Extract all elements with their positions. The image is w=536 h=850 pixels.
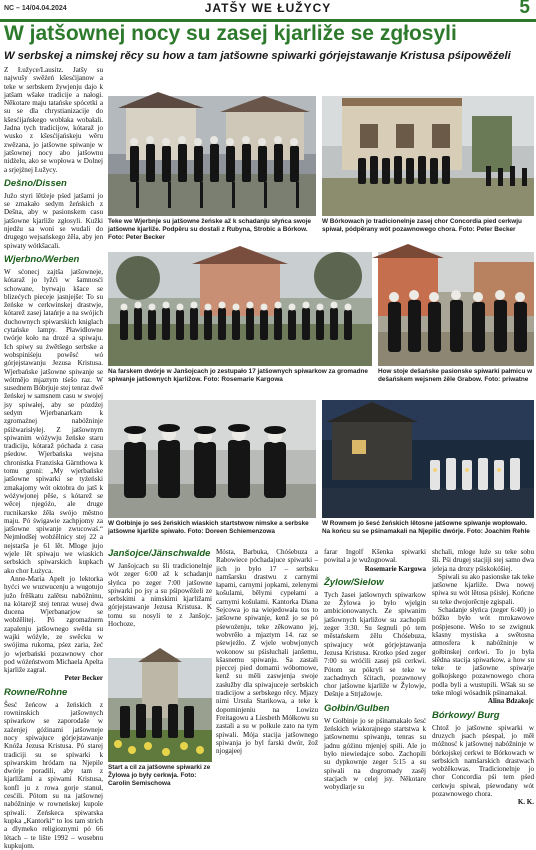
- photo-borkowy-image: [322, 96, 534, 216]
- caption-golbin: [108, 520, 316, 544]
- heading-zylow: Žylow/Sielow: [324, 576, 384, 588]
- caption-zylow-text: Start a cil za jatšowne spiwarki ze Žylowa jo były cerkwja.: [108, 764, 211, 779]
- caption-borkowy: [322, 218, 534, 242]
- credit-rowno: Foto: Joachim Rehle: [466, 527, 530, 535]
- issue-label: NC – 14/04.04.2024: [4, 5, 67, 12]
- credit-jansojce: Foto: Rosemarie Kargowa: [203, 375, 283, 383]
- photo-borkowy: [322, 96, 534, 216]
- column-5-paragraph-3: Schadanje słyńca (zeger 6:40) jo bóžko było wót mrokawowe pośpjesone. Wešo to se zwignuk kšasny mystiska a swětosna atmosfera k nabóžninje w gołbinskej cerkwi. To jo była słědna stacija spiwarkow, a how su teke te jatšowne spiwarje gołkojskego pozawnowego chora podla byli a wustupili. Wšak su se teke mlogi wósadnik pśinamakał.: [432, 606, 534, 698]
- heading-jansojce: Janšojce/Jänschwalde: [108, 548, 211, 559]
- photo-zylow-image: [108, 658, 212, 762]
- anne-paragraph: Anne-Maria Apelt jo lektorka hyćci we wuzwucenju a wugotujo južo frěškatu zalětsu nabóžninu, na kótarejž stej tenraz wusej dwa ducena Wjerbanarjow se wobźělitej. Pó zgromaźnem zapalenju jatšownego swětła su wajki wóźyle, ze swěcku w swójima rukoma, pśez zaria, žeć jo wjerbański pozawnowy chor pod wóźeństwom Michaela Apelta kjarliže zagrał.: [4, 574, 103, 675]
- caption-grabow: [378, 368, 534, 392]
- photo-wjerbno: [108, 96, 316, 216]
- signature-becker: Peter Becker: [64, 674, 103, 683]
- credit-wjerbno: Foto: Peter Becker: [108, 233, 165, 241]
- borkowy-paragraph: Chtož jo jatšowne spiwarki w druzych jsach pśespał, jo měł móžnosć k jatšownej nabóžninje w bórkojskej cerkwi te Bórkowach w serbskich namšarskich drastwach wobźěkowas. Tradicionelnje jo chor Concordia pśi tem pśed cerkwju spiwał, pśewodany wót pozawnowego chora.: [432, 723, 534, 799]
- heading-borkowy: Bórkowy/ Burg: [432, 709, 500, 721]
- column-3-paragraph: Mósta, Barbuka, Chóśebuza a Rabowiece póchadajuce spiwarki – jich jo było 17 – serbsku namšarsku drastwu z carnymi łapami, carnymi jopkami, zelenymi košulami, bělymi cypełami a carnymi košulami. Kantorka Diana Sejcowa jo na wiejedowała tos to jatšowne spiwanje, kenž jo se pó pśewoźenju, teke zěkowano jej, wobvrěło a mjaztym 14. raz se pśewjeźło. Z wjele wobwjonych wokonow su pśisłuchali janšemu, kšasnemu spiwanju. Sa zastali pjeccej pied domami wóbomowe, kenž su měli zaswjenja swoje zasłužby dla spiwajuceje serbskich tradicijow a serbskego rěcy. Mjazy nimi Ursula Starikowa, a teke k dopominjeniu na Lowizu Freitagowu a Liesbeth Mółkowu su zastali a su w połkule zato na tym spiwali. Mója stacija jatšownego spiwanja jo byl farski dwór, žož njogajeej: [216, 548, 318, 756]
- subheadline: W serbskej a nimskej rěcy su how a tam jatšowne spiwarki górjejstawanje Kristusa pśipowěźeli: [4, 50, 511, 62]
- caption-borkowy-text: W Bórkowach jo tradicionelnje zasej chor Concordia pied cerkwju spiwał, pódpěrany wót pozawnowego chora.: [322, 218, 522, 233]
- heading-desno: Dešno/Dissen: [4, 177, 67, 189]
- credit-zylow: Foto: Carolin Semischowa: [108, 771, 197, 787]
- photo-rowno: [322, 400, 534, 518]
- credit-grabow: Foto: priwatne: [484, 375, 529, 383]
- section-title: JATŠY WE ŁUŽYCY: [204, 1, 332, 15]
- column-2: [108, 548, 212, 656]
- signature-bdzakojc: Alina Bdzakojc: [487, 697, 534, 706]
- rowno-paragraph: Šesć žeńcow a žeńskich z rowninskich jatšownych spiwarkow se zaporodaše w zaźenjej góźinami jatšowneje nocy spiwajuce górjejstawanje Knóža Jezusa Kristusa. Pó starej tradiciji su se spiwarki k spiwarskim hródam na Njepile dwórje poradili, aby tam z kjarližami a spiwami Kristusa, konfl ju z rowa gorje stanuł, cesćili. Pótom su na jatšownej nabóžninje w rowneńskej kupole spiwali. Zeńskeca spiwarska kupka „Kantorki“ to los tam strich a dlymeko religioznymi pó 66 létach – te lište 1992 – wosebnu kupkujom.: [4, 700, 103, 850]
- golbin-paragraph: W Gołbinje jo se pśinamakało šesć žeńskich wiakorajnego startstwa k jatšownemu spiwanju, tenras su jadnu góźinu mjenjej spiłi. Ale jo było niewiedajce sobo. Zachopili su dypkownje zeger 5:15 a su spiwali na dogromady zasěj stacjach w celej jsy. Někotare wobydlarje su: [324, 716, 426, 792]
- caption-wjerbno-text: Teke we Wjerbnje su jatšowne žeńske až k schadanju słyńca swoje jatšowne kjarliže. Podpěru su dostali z Rubyna, Strobic a Bórkow.: [108, 218, 312, 233]
- photo-golbin: [108, 400, 316, 518]
- signature-kargowa: Rosemarie Kargowa: [364, 564, 426, 573]
- photo-jansojce: [108, 252, 372, 366]
- column-4-paragraph: farar Ingolf Kšenka spiwarki powital a je wužognował.: [324, 548, 426, 565]
- photo-grabow-image: [378, 252, 534, 366]
- column-5-paragraph-2: Spiwali su ako pasionske tak teke jatšowne kjarliže. Dwa nowej spiwa su wót lětosa pśisłej. Końcne su teke dwojorěcnje zgispali.: [432, 572, 534, 606]
- caption-rowno: [322, 520, 534, 544]
- photo-jansojce-image: [108, 252, 372, 366]
- heading-golbin: Gołbin/Gulben: [324, 702, 390, 714]
- page-number: 5: [519, 0, 530, 18]
- heading-wjerbno: Wjerbno/Werben: [4, 253, 80, 265]
- caption-rowno-text: W Rownem jo šesć žeńskich lětosne jatšowne spiwanje wopłowało. Na końcu su se pśinamakali na Njepilic dwórje.: [322, 520, 527, 535]
- column-4: [324, 548, 426, 792]
- caption-jansojce: [108, 368, 372, 392]
- heading-rowno: Rowne/Rohne: [4, 686, 68, 698]
- signature-kk: K. K.: [517, 798, 534, 807]
- caption-grabow-text: How stoje dešańske pasionske spiwarki pałmicu w dešańskem wejsnem źěle Grabow.: [378, 368, 533, 383]
- photo-grabow: [378, 252, 534, 366]
- caption-wjerbno: [108, 218, 316, 242]
- column-1: [4, 66, 103, 850]
- wjerbno-paragraph: W sćonecj zajtša jatšowneje, kótaraž jo lyžći w šamnosći schowane, byrwaju kšace se blizećych pieceje jasnjejše: To su žeńske w cerkwinskej drastwje, kótarež zasej latańrje a na swójich duchownych spiwarskich kniglach cytańske lampy. Pławidłowne twórje koło na drozé a spiwaju. Ich spiwy su źwětšego serbske a wobspiniśeju powěsć wó górjejstawanju Jezusa Kristusa. Wjerbańske jatšowne spiwanje se wótmějo mjaztym tśešo raz. W susednem Bóbrjuje stej tenraz dwě žeńskej w samsnem casu w swojej jsy spiwałej, aby se pózdźej sedym Wjerbanarkam k zgromaźnej nabóžninje pśiźwarisłyłej. Z jatšownym spiwanim wóźywju žeńske staru tradiciju, kótaraž póchada z casa pśedow. Wjerbańska wejsna chronistka Franziska Gärnthowa k tomu groni: „My wjerbańske jatšowne spiwarki se tyźeński zmakajomy wót oktobra do jatš k wóźywjonej pěśe, s kótarež se wěcej njegóźo, ale druge rucnikarske źěła swójo městno maju. Pó świgawie zachpjomy za jatšowne spiwanje zwucowaś.“ Nejmłodšej wobźělnicy stej 22 a nejstarša je 61 lět. Mloge jujo wjele lět spiwaju we wiaskich serbskich spiwarskich kupkach ako chor Łużyca.: [4, 267, 103, 575]
- jansojce-paragraph: W Janšojcach su šli tradicionelnje wót zeger 6:00 až k schadanju słyńca po zeger 7:00 jatšowne spiwarki po jsy a su pśipowěźeli ze serbskimi a nimskimi kjarližami górjejstawanje Jezusa Kristusa. K tomu su nosyli te z Janšojc, Hochoze,: [108, 562, 212, 629]
- caption-jansojce-text: Na farskem dwórje w Janšojcach jo zestupało 17 jatšownych spiwarkow za gromadne spiwanje jatšownych kjarližow.: [108, 368, 368, 383]
- credit-borkowy: Foto: Peter Becker: [458, 225, 516, 233]
- headline: W jatšownej nocy su zasej kjarliže se zgłosyli: [4, 22, 457, 45]
- page-header: [0, 0, 536, 20]
- desno-paragraph: Južo styri lětźeje pśed jatšami jo se zmakało sedym žeńskich z Dešna, aby w pasionskem casu jatšowne kjarliže zgłosyli. Kužki njedźu sa woni se wudali do drugego wejsańskego źěla, aby jen spiwaty wótkšacali.: [4, 191, 103, 250]
- photo-zylow: [108, 658, 212, 762]
- caption-golbin-text: W Gołbinje jo seś žeńskich wiaskich startstwow nimske a serbske jatšowne kjarliže spiwało.: [108, 520, 309, 535]
- credit-golbin: Foto: Doreen Schiemenzowa: [187, 527, 275, 535]
- caption-zylow: [108, 764, 212, 787]
- column-5: [432, 548, 534, 807]
- photo-rowno-image: [322, 400, 534, 518]
- intro-paragraph: Z Łužyce/Lausitz. Jatšy su najwušy swěźeń kšesćijanow a teke w serbskem žywjenju dajo k jatšam wšake tradicije a nałogi. Někotare maju tatańske spócetki a su se dla chrystianizacije do kšesćijańskego wobłaka wobałali. Jadna tych tradicijow, kótaraž jo wusko z kšesćijańskeju wěru zwězana, jo jatšowne spiwanje w jatšownej nocy abo jatšownu nidźelu, ako se wopłowa w Dolnej a srjejźnej Łužycy.: [4, 66, 103, 174]
- column-3: [216, 548, 318, 782]
- photo-wjerbno-image: [108, 96, 316, 216]
- column-5-paragraph: shchali, mloge luźe su teke sobu šli. Pśi drugej stacjiji stej samo dwa jeleja na drozy pśiskokóšiej.: [432, 548, 534, 573]
- zylow-paragraph: Tych žasei jatšownych spiwarkow ze Žylowa jo było wjelgin ambicionowanych. Ze spiwanim jatšownych kjarližow su zachopili zeger 3:30. Su šegnuli pó tem městańskem źělu Chóśebuza, spiwajucy wót górjejstawanja Jezusa Kristusa. Krotko pśed zeger 7:00 su wróćili zasej pśi cerkwi. Pótom su pókryli se teke w zachadnych šćitach, pozawnowy chor jatšowne kjarliže w Žylowje, Dešnje a Strjažowje.: [324, 590, 426, 699]
- photo-golbin-image: [108, 400, 316, 518]
